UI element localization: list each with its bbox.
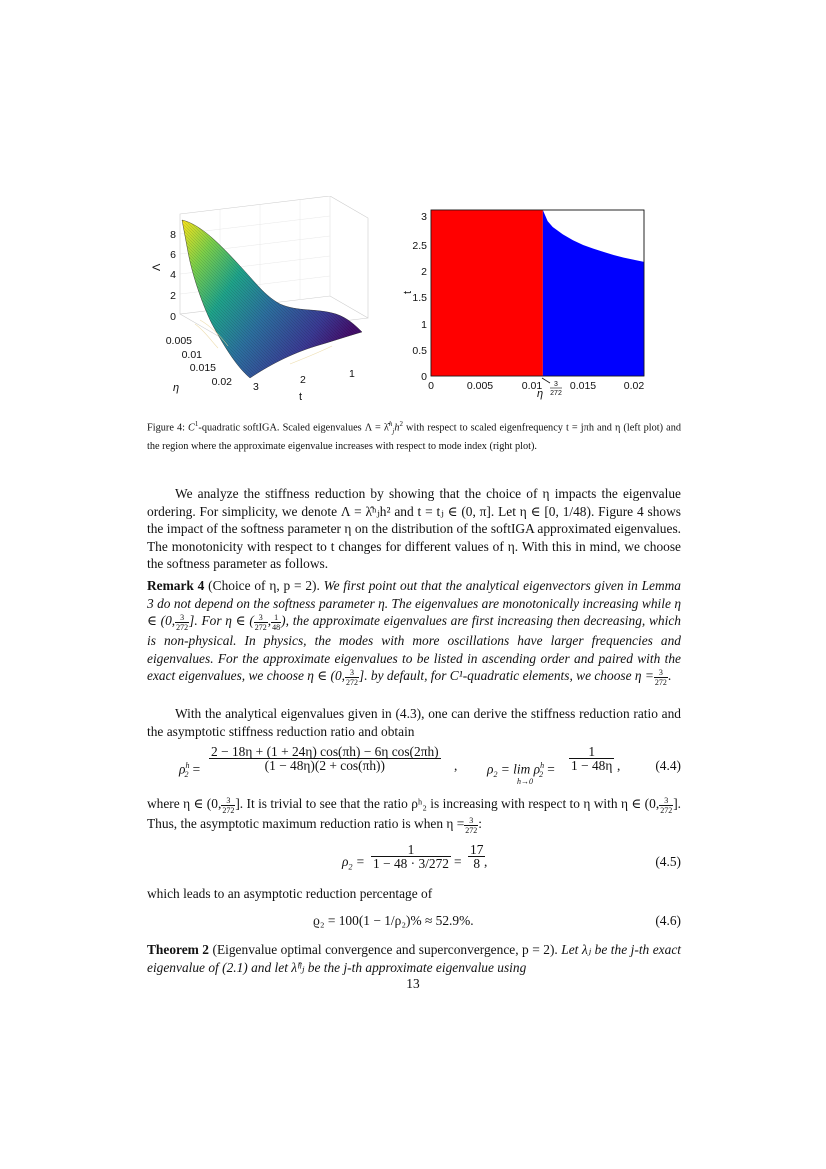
z-axis-label: Λ: [151, 263, 163, 271]
z-tick: 8: [170, 229, 176, 241]
y-tick: 1.5: [412, 292, 427, 304]
t-tick: 2: [300, 374, 306, 386]
right-region-plot: [402, 210, 644, 400]
figure-caption: Figure 4: $C^1$-quadratic softIGA. Scaled eigenvalues $\Lambda = \lambdâ^h_jh^2$ with respect to scaled eigenfrequency t = jπh and η (left plot) and the region where the approximate eigenvalue increases with respect to mode index (right plot).: [147, 420, 681, 453]
increasing-region: [431, 210, 543, 376]
eta-axis-label: η: [173, 382, 180, 394]
y-tick: 2.5: [412, 240, 427, 252]
z-tick: 2: [170, 290, 176, 302]
paragraph-percentage: which leads to an asymptotic reduction percentage of: [147, 886, 433, 901]
paragraph-ratio: With the analytical eigenvalues given in (4.3), one can derive the stiffness reduction ratio and the asymptotic stiffness reduction ratio and obtain: [147, 706, 681, 739]
equation-tag-4-5: (4.5): [655, 854, 681, 869]
x-tick: 0.005: [466, 380, 494, 392]
equation-4-6: ϱ₂ = 100(1 − 1/ρ₂)% ≈ 52.9%. (4.6): [313, 913, 681, 928]
eta-tick: 0.015: [189, 362, 216, 374]
theorem-title: (Eigenvalue optimal convergence and superconvergence, p = 2).: [212, 942, 558, 957]
z-tick: 0: [170, 311, 176, 323]
t-tick: 1: [349, 368, 355, 380]
y-axis-label: t: [402, 290, 414, 294]
eta-tick: 0.01: [181, 349, 202, 361]
equation-tag-4-6: (4.6): [655, 913, 681, 928]
t-axis-label: t: [299, 391, 303, 403]
x-tick: 0.02: [623, 380, 645, 392]
special-tick-numerator: 3: [554, 381, 558, 388]
x-tick: 0.015: [569, 380, 597, 392]
theorem-2: Theorem 2 (Eigenvalue optimal convergence and superconvergence, p = 2). Let λⱼ be the j-th exact eigenvalue of (2.1) and let λ̂ʰⱼ be the j-th approximate eigenvalue using: [147, 942, 681, 975]
t-tick: 3: [253, 381, 259, 393]
y-tick: 0: [421, 371, 427, 383]
eta-tick: 0.02: [211, 376, 232, 388]
paragraph-monotone: where η ∈ (0, $\frac{3}{272}$ ]. It is trivial to see that the ratio ρʰ₂ is increasing with respect to η with η ∈ (0, $\frac{3}{272}$ ]. Thus, the asymptotic maximum reduction ratio is when η = $\frac{3}{272}$ :: [147, 796, 681, 835]
eta-tick: 0.005: [165, 335, 192, 347]
x-tick: 0.01: [521, 380, 543, 392]
figure-4: [140, 196, 680, 406]
z-tick: 4: [170, 269, 176, 281]
equation-4-4: $\rho^h_2$ = $\frac{\text{2 − 18η + (1 + 24η) cos(πh) − 6η cos(2πh)}}{(1 - 48\eta)(2 + \cos(\pi h))}$ , $\rho_2 = \lim \rho^h_2$ = h→0 $\frac{1}{1 - 48\eta}$ , (4.4): [179, 744, 681, 786]
theorem-label: Theorem 2: [147, 942, 209, 957]
equation-tag-4-4: (4.4): [655, 758, 681, 773]
special-tick-denominator: 272: [550, 390, 562, 397]
remark-title: (Choice of η, p = 2).: [208, 578, 320, 593]
left-3d-plot: [151, 196, 368, 403]
remark-4: Remark 4 (Choice of η, p = 2). We first point out that the analytical eigenvectors given in Lemma 3 do not depend on the softness parameter η. The eigenvalues are monotonically increasing while η ∈ (0, $\frac{3}{272}$ ]. For η ∈ ( $\frac{3}{272}$ , $\frac{1}{48}$ ), the approximate eigenvalues are first increasing then decreasing, which is non-physical. In physics, the modes with more oscillations have larger frequencies and eigenvalues. For the approximate eigenvalues to be listed in ascending order and paired with the exact eigenvalues, we choose η ∈ (0, $\frac{3}{272}$ ]. by default, for C¹-quadratic elements, we choose η = $\frac{3}{272}$ .: [147, 578, 681, 688]
page-number: 13: [406, 976, 420, 991]
y-tick: 2: [421, 266, 427, 278]
x-axis-label: η: [537, 388, 544, 400]
z-tick: 6: [170, 249, 176, 261]
equation-4-5: $\rho_2$ = $\frac{1}{1 - 48 \cdot 3/272}$ = $\frac{17}{8}$ , (4.5): [342, 842, 681, 872]
remark-label: Remark 4: [147, 578, 205, 593]
x-tick: 0: [428, 380, 434, 392]
y-tick: 1: [421, 319, 427, 331]
y-tick: 0.5: [412, 345, 427, 357]
y-tick: 3: [421, 211, 427, 223]
paragraph-intro: We analyze the stiffness reduction by showing that the choice of η impacts the eigenvalue ordering. For simplicity, we denote Λ = λ̂ʰⱼh² and t = tⱼ ∈ (0, π]. Let η ∈ [0, 1/48). Figure 4 shows the impact of the softness parameter η on the distribution of the softIGA approximated eigenvalues. The monotonicity with respect to t changes for different values of η. With this in mind, we choose the softness parameter as follows.: [147, 486, 681, 572]
